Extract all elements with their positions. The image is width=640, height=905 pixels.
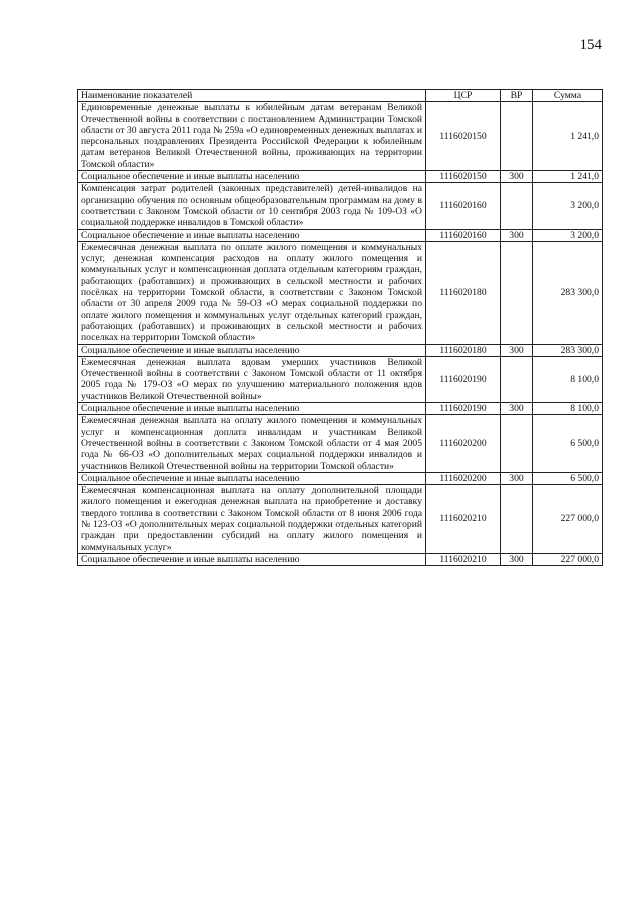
row-name: Компенсация затрат родителей (законных представителей) детей-инвалидов на организацию обучения по основным общеобразовательным программам на дому в соответствии с Законом Томской области от 10 сентября 2003 года № 109-ОЗ «О социальной поддержке инвалидов в Томской области»: [78, 183, 426, 229]
row-csr: 1116020150: [426, 102, 501, 171]
row-name: Ежемесячная денежная выплата на оплату жилого помещения и коммунальных услуг и компенсационная доплата инвалидам и участникам Великой Отечественной войны в соответствии с Законом Томской области от 4 мая 2005 года № 66-ОЗ «О дополнительных мерах социальной поддержки инвалидов и участников Великой Отечественной войны на территории Томской области»: [78, 415, 426, 472]
row-csr: 1116020200: [426, 415, 501, 472]
row-csr: 1116020180: [426, 241, 501, 344]
budget-table: [77, 89, 603, 566]
header-name: Наименование показателей: [78, 90, 426, 102]
table-row: [78, 553, 603, 565]
row-sum: 3 200,0: [533, 183, 603, 229]
row-csr: 1116020190: [426, 403, 501, 415]
row-sum: 227 000,0: [533, 485, 603, 554]
row-name: Ежемесячная денежная выплата вдовам умерших участников Великой Отечественной войны в соответствии с Законом Томской области от 11 октября 2005 года № 179-ОЗ «О мерах по улучшению материального положения вдов участников Великой Отечественной войны»: [78, 356, 426, 402]
table-row: [78, 229, 603, 241]
row-name: Ежемесячная компенсационная выплата на оплату дополнительной площади жилого помещения и ежегодная денежная выплата на приобретение и доставку твердого топлива в соответствии с Законом Томской области от 8 июня 2006 года № 123-ОЗ «О дополнительных мерах социальной поддержки отдельных категорий граждан при предоставлении субсидий на оплату жилого помещения и коммунальных услуг»: [78, 485, 426, 554]
header-sum: Сумма: [533, 90, 603, 102]
row-vr: [501, 183, 533, 229]
row-vr: 300: [501, 553, 533, 565]
row-sum: 6 500,0: [533, 472, 603, 484]
row-vr: [501, 415, 533, 472]
row-sum: 6 500,0: [533, 415, 603, 472]
row-vr: 300: [501, 472, 533, 484]
table-header-row: [78, 90, 603, 102]
row-sum: 8 100,0: [533, 356, 603, 402]
table-row: [78, 171, 603, 183]
row-name: Социальное обеспечение и иные выплаты населению: [78, 403, 426, 415]
row-vr: 300: [501, 344, 533, 356]
row-csr: 1116020160: [426, 229, 501, 241]
table-row: [78, 415, 603, 472]
row-csr: 1116020200: [426, 472, 501, 484]
table-row: [78, 102, 603, 171]
table-row: [78, 472, 603, 484]
table-row: [78, 485, 603, 554]
table-row: [78, 403, 603, 415]
table-row: [78, 344, 603, 356]
header-csr: ЦСР: [426, 90, 501, 102]
row-sum: 1 241,0: [533, 102, 603, 171]
row-vr: 300: [501, 229, 533, 241]
row-sum: 283 300,0: [533, 241, 603, 344]
row-sum: 3 200,0: [533, 229, 603, 241]
row-vr: 300: [501, 171, 533, 183]
row-vr: [501, 102, 533, 171]
row-csr: 1116020210: [426, 485, 501, 554]
row-csr: 1116020180: [426, 344, 501, 356]
header-vr: ВР: [501, 90, 533, 102]
row-csr: 1116020190: [426, 356, 501, 402]
row-name: Социальное обеспечение и иные выплаты населению: [78, 171, 426, 183]
row-sum: 8 100,0: [533, 403, 603, 415]
row-sum: 227 000,0: [533, 553, 603, 565]
page-number: 154: [579, 37, 602, 53]
row-vr: 300: [501, 403, 533, 415]
row-csr: 1116020210: [426, 553, 501, 565]
row-vr: [501, 485, 533, 554]
row-name: Социальное обеспечение и иные выплаты населению: [78, 229, 426, 241]
table-row: [78, 241, 603, 344]
row-vr: [501, 356, 533, 402]
row-vr: [501, 241, 533, 344]
table-row: [78, 356, 603, 402]
row-name: Ежемесячная денежная выплата по оплате жилого помещения и коммунальных услуг, денежная компенсация расходов на оплату жилого помещения и коммунальных услуг и компенсационная доплата отдельным категориям граждан, работающих (работавших) и проживающих в сельской местности и рабочих посёлках на территории Томской области, в соответствии с Законом Томской области от 30 апреля 2009 года № 59-ОЗ «О мерах социальной поддержки по оплате жилого помещения и коммунальных услуг отдельных категорий граждан, работающих (работавших) и проживающих в сельской местности и рабочих поселках на территории Томской области»: [78, 241, 426, 344]
row-csr: 1116020150: [426, 171, 501, 183]
row-name: Социальное обеспечение и иные выплаты населению: [78, 553, 426, 565]
row-sum: 1 241,0: [533, 171, 603, 183]
row-sum: 283 300,0: [533, 344, 603, 356]
table-row: [78, 183, 603, 229]
row-name: Социальное обеспечение и иные выплаты населению: [78, 344, 426, 356]
row-name: Социальное обеспечение и иные выплаты населению: [78, 472, 426, 484]
row-name: Единовременные денежные выплаты к юбилейным датам ветеранам Великой Отечественной войны в соответствии с постановлением Администрации Томской области от 30 августа 2011 года № 259а «О единовременных денежных выплатах и персональных поздравлениях Президента Российской Федерации к юбилейным датам ветеранов Великой Отечественной войны, проживающих на территории Томской области»: [78, 102, 426, 171]
row-csr: 1116020160: [426, 183, 501, 229]
